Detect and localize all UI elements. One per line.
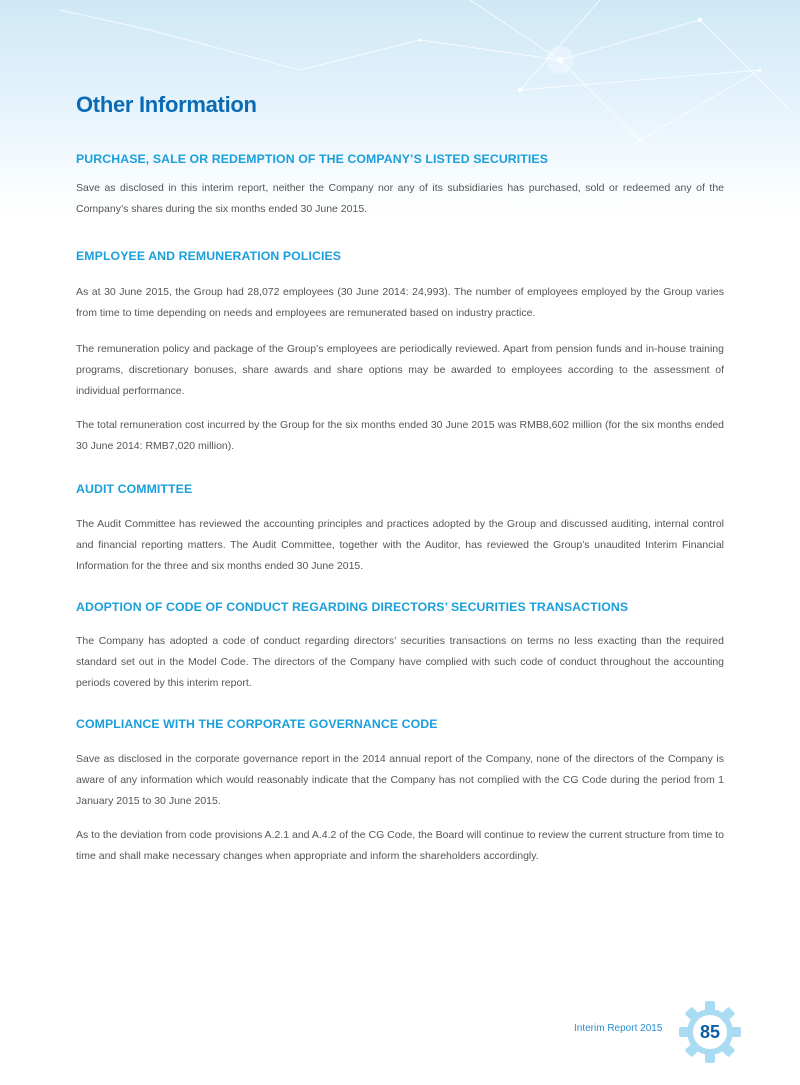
heading-code-of-conduct: ADOPTION OF CODE OF CONDUCT REGARDING DIRECTORS’ SECURITIES TRANSACTIONS bbox=[76, 600, 629, 614]
heading-corporate-governance: COMPLIANCE WITH THE CORPORATE GOVERNANCE CODE bbox=[76, 717, 438, 731]
footer-report-label: Interim Report 2015 bbox=[574, 1023, 663, 1034]
paragraph: The remuneration policy and package of the Group’s employees are periodically reviewed. Apart from pension funds and in-house training programs, discretionary bonuses, share awards and share options may be awarded to employees according to the assessment of individual performance. bbox=[76, 343, 724, 397]
page-number: 85 bbox=[699, 1022, 721, 1042]
paragraph: The total remuneration cost incurred by the Group for the six months ended 30 June 2015 was RMB8,602 million (for the six months ended 30 June 2014: RMB7,020 million). bbox=[76, 419, 724, 452]
paragraph: Save as disclosed in this interim report, neither the Company nor any of its subsidiaries has purchased, sold or redeemed any of the Company’s shares during the six months ended 30 June 2015. bbox=[76, 182, 724, 215]
paragraph: As at 30 June 2015, the Group had 28,072 employees (30 June 2014: 24,993). The number of employees employed by the Group varies from time to time depending on needs and employees are remunerated based on industry practice. bbox=[76, 286, 724, 319]
paragraph: The Company has adopted a code of conduct regarding directors’ securities transactions on terms no less exacting than the required standard set out in the Model Code. The directors of the Company have complied with such code of conduct throughout the accounting periods covered by this interim report. bbox=[76, 635, 724, 689]
paragraph: The Audit Committee has reviewed the accounting principles and practices adopted by the Group and discussed auditing, internal control and financial reporting matters. The Audit Committee, together with the Auditor, has reviewed the Group’s unaudited Interim Financial Information for the three and six months ended 30 June 2015. bbox=[76, 518, 724, 572]
heading-employee-remuneration: EMPLOYEE AND REMUNERATION POLICIES bbox=[76, 249, 342, 263]
page-title: Other Information bbox=[76, 92, 257, 117]
paragraph: Save as disclosed in the corporate governance report in the 2014 annual report of the Company, none of the directors of the Company is aware of any information which would reasonably indicate that the Company has not complied with the CG Code during the period from 1 January 2015 to 30 June 2015. bbox=[76, 753, 724, 807]
paragraph: As to the deviation from code provisions A.2.1 and A.4.2 of the CG Code, the Board will continue to review the current structure from time to time and shall make necessary changes when appropriate and inform the shareholders accordingly. bbox=[76, 829, 724, 862]
heading-purchase-sale-redemption: PURCHASE, SALE OR REDEMPTION OF THE COMPANY’S LISTED SECURITIES bbox=[76, 152, 549, 166]
heading-audit-committee: AUDIT COMMITTEE bbox=[76, 482, 193, 496]
